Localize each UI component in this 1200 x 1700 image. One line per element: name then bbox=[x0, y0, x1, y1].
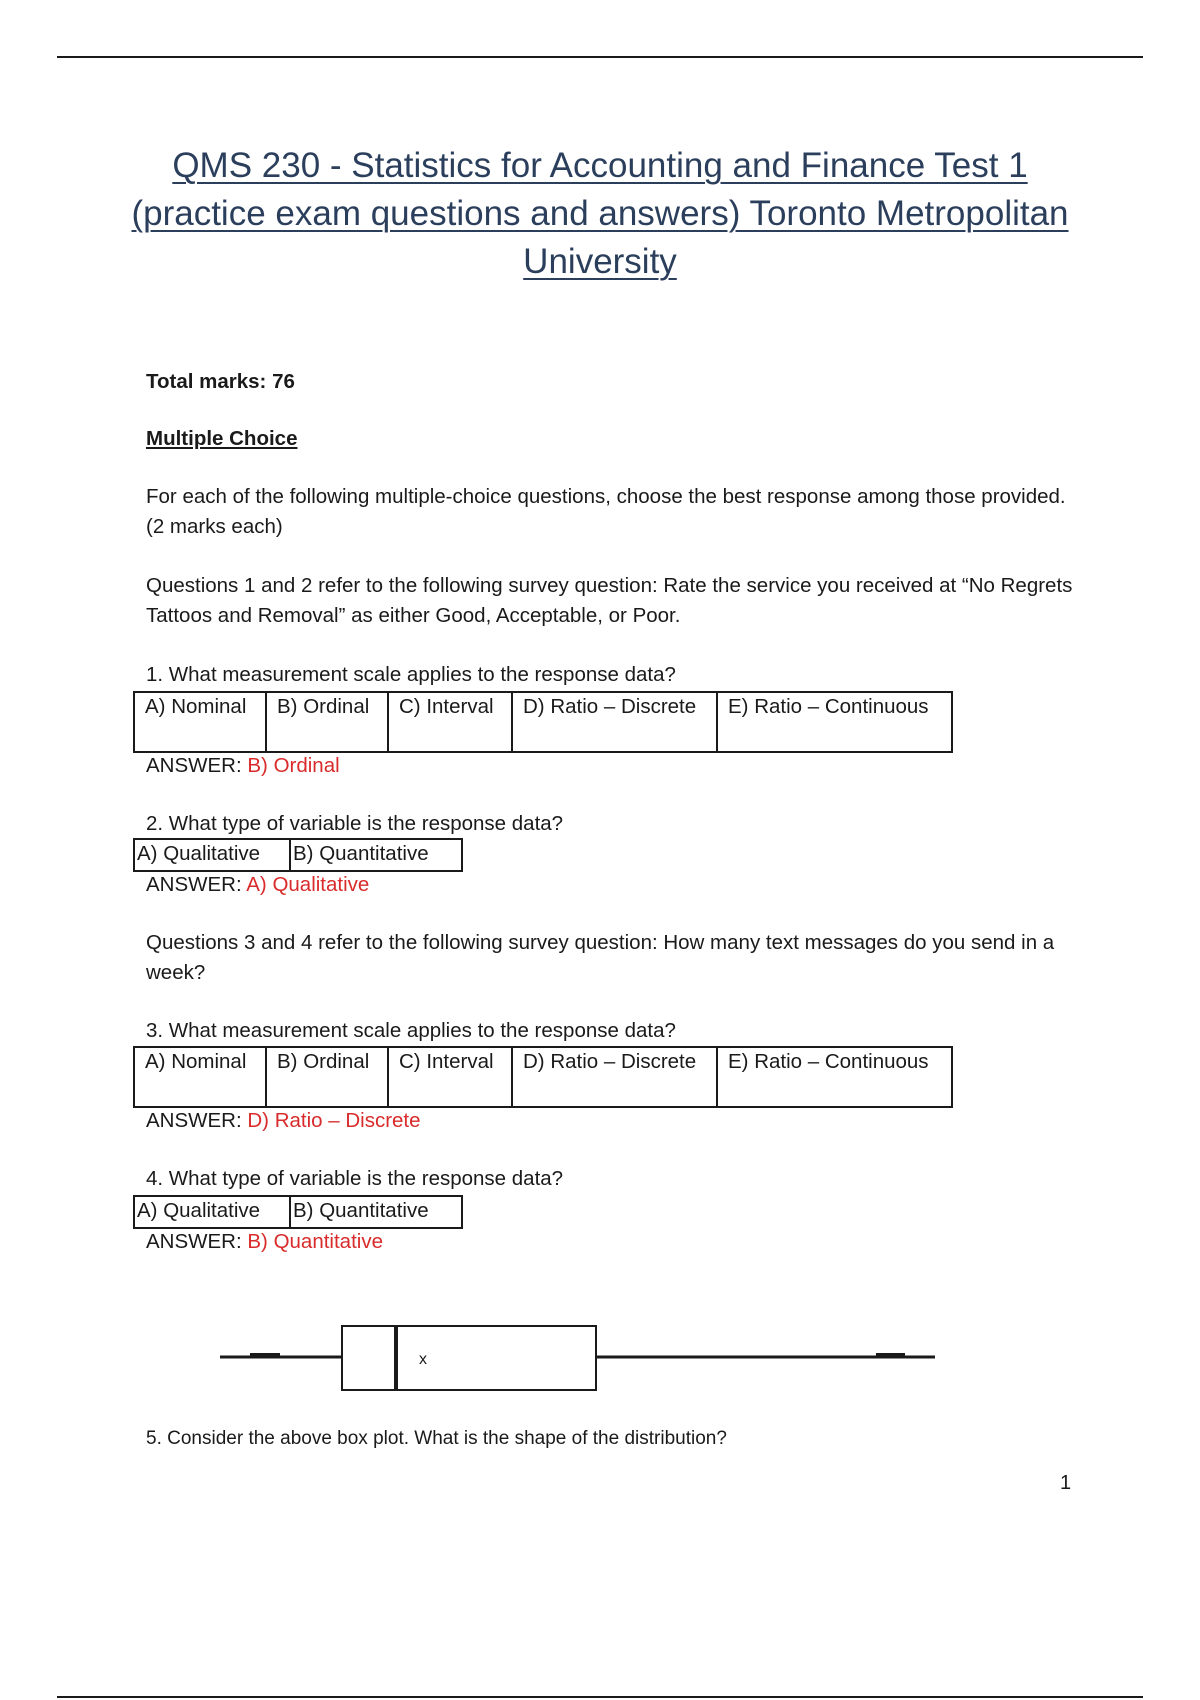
option-c: C) Interval bbox=[388, 692, 512, 752]
question-3: 3. What measurement scale applies to the response data? bbox=[146, 1019, 676, 1042]
option-c: C) Interval bbox=[388, 1047, 512, 1107]
intro-questions-1-2: Questions 1 and 2 refer to the following survey question: Rate the service you received at “No Regrets Tattoos and Removal” as either Good, Acceptable, or Poor. bbox=[146, 574, 1073, 627]
option-b: B) Ordinal bbox=[266, 1047, 388, 1107]
instructions: For each of the following multiple-choice questions, choose the best response among those provided. (2 marks each) bbox=[146, 485, 1066, 538]
total-marks: Total marks: 76 bbox=[146, 370, 295, 393]
option-a: A) Qualitative bbox=[134, 1196, 290, 1228]
page-number: 1 bbox=[1060, 1472, 1072, 1494]
intro-questions-3-4: Questions 3 and 4 refer to the following survey question: How many text messages do you send in a week? bbox=[146, 931, 1055, 984]
answer-value: B) Ordinal bbox=[247, 754, 340, 777]
option-e: E) Ratio – Continuous bbox=[717, 692, 952, 752]
question-4: 4. What type of variable is the response data? bbox=[146, 1167, 564, 1190]
mean-marker: x bbox=[419, 1351, 427, 1368]
option-a: A) Nominal bbox=[134, 1047, 266, 1107]
question-2: 2. What type of variable is the response data? bbox=[146, 812, 564, 835]
bottom-rule bbox=[57, 1696, 1143, 1698]
question-5: 5. Consider the above box plot. What is the shape of the distribution? bbox=[146, 1428, 727, 1449]
option-b: B) Quantitative bbox=[290, 839, 462, 871]
question-1: 1. What measurement scale applies to the response data? bbox=[146, 663, 676, 686]
document-title: QMS 230 - Statistics for Accounting and Finance Test 1 (practice exam questions and answers) Toronto Metropolitan University bbox=[131, 146, 1069, 281]
question-2-answer: ANSWER: A) Qualitative bbox=[146, 873, 370, 896]
option-a: A) Nominal bbox=[134, 692, 266, 752]
box bbox=[342, 1326, 596, 1390]
answer-value: B) Quantitative bbox=[247, 1230, 383, 1253]
section-heading: Multiple Choice bbox=[146, 427, 298, 450]
option-d: D) Ratio – Discrete bbox=[512, 692, 717, 752]
option-b: B) Ordinal bbox=[266, 692, 388, 752]
option-e: E) Ratio – Continuous bbox=[717, 1047, 952, 1107]
option-d: D) Ratio – Discrete bbox=[512, 1047, 717, 1107]
option-b: B) Quantitative bbox=[290, 1196, 462, 1228]
question-3-answer: ANSWER: D) Ratio – Discrete bbox=[146, 1109, 421, 1132]
option-a: A) Qualitative bbox=[134, 839, 290, 871]
question-4-answer: ANSWER: B) Quantitative bbox=[146, 1230, 383, 1253]
answer-value: D) Ratio – Discrete bbox=[247, 1109, 421, 1132]
answer-value: A) Qualitative bbox=[246, 873, 370, 896]
question-1-answer: ANSWER: B) Ordinal bbox=[146, 754, 340, 777]
